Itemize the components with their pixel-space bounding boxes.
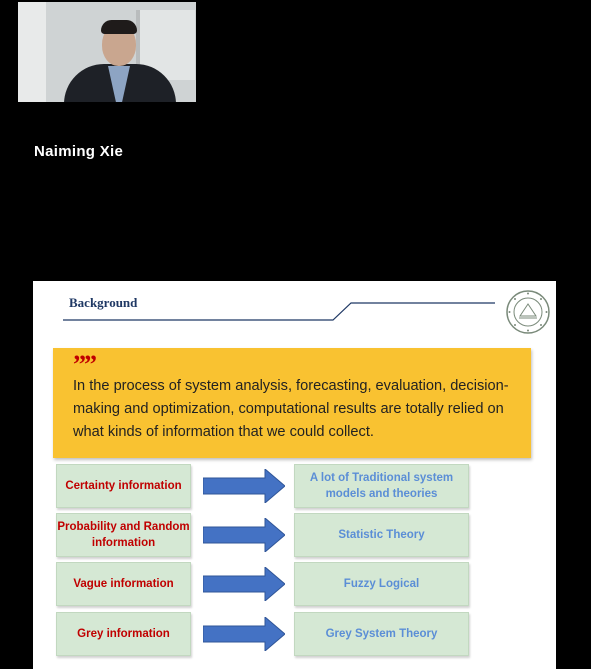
arrow-right-icon	[203, 617, 285, 651]
info-box-grey: Grey information	[56, 612, 191, 656]
slide-title: Background	[69, 295, 138, 310]
arrow-right-icon	[203, 518, 285, 552]
shared-slide	[33, 281, 556, 669]
participant-hair	[101, 20, 137, 34]
info-box-certainty: Certainty information	[56, 464, 191, 508]
participant-name: Naiming Xie	[34, 143, 124, 160]
theory-box-grey-system: Grey System Theory	[294, 612, 469, 656]
arrow-right-icon	[203, 567, 285, 601]
quote-text: In the process of system analysis, forecasting, evaluation, decision-making and optimization, computational results are totally relied on what kinds of information that we could collect.	[73, 378, 509, 440]
info-box-vague: Vague information	[56, 562, 191, 606]
quote-box	[53, 348, 531, 458]
title-underline	[33, 281, 556, 341]
theory-box-traditional: A lot of Traditional system models and theories	[294, 464, 469, 508]
university-seal-icon	[505, 289, 551, 335]
arrow-right-icon	[203, 469, 285, 503]
quote-mark: ””	[73, 350, 95, 379]
participant-video[interactable]	[18, 2, 196, 102]
info-box-probability: Probability and Random information	[56, 513, 191, 557]
video-background-wall	[18, 2, 46, 102]
theory-box-fuzzy: Fuzzy Logical	[294, 562, 469, 606]
theory-box-statistic: Statistic Theory	[294, 513, 469, 557]
